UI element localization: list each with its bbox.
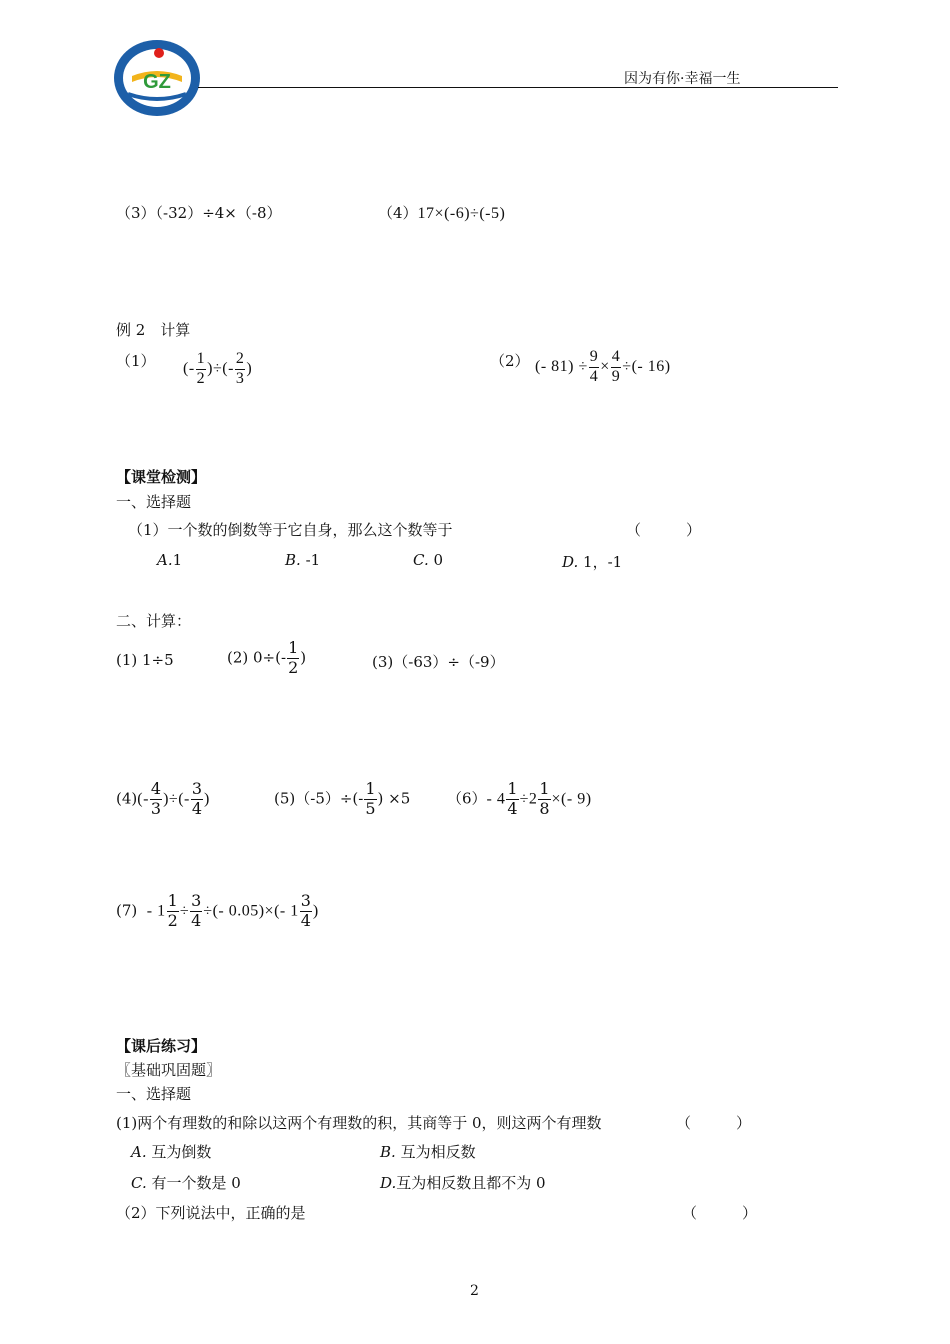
calc-7 [116, 893, 319, 930]
hw-option-c-text: 有一个数是 0 [146, 1174, 241, 1192]
calc-2 [227, 640, 306, 677]
p2-frac-2 [611, 349, 622, 386]
calc-4-label: (4) [116, 789, 138, 808]
homework-heading: 【课后练习】 [116, 1037, 207, 1055]
calc-5-frac [364, 781, 376, 818]
p2-pre: (- 81) ÷ [535, 357, 588, 375]
p2-frac-1-den: 4 [589, 367, 599, 385]
p1-mid: )÷(- [207, 359, 234, 377]
homework-q1-option-b [380, 1141, 476, 1162]
p1-close: ) [246, 359, 253, 377]
option-a-letter: A. [157, 551, 173, 569]
hw-option-b-letter: B. [380, 1143, 396, 1161]
calc-6-pre: - 4 [486, 790, 506, 808]
calc-6-label: （6） [447, 789, 487, 808]
option-c-letter: C. [413, 551, 429, 569]
option-d-text: 1，-1 [578, 553, 623, 571]
example-2-p2-expr [535, 349, 671, 386]
homework-q1-answer-paren: （ ） [676, 1114, 752, 1132]
calc-6-frac-2-den: 8 [539, 798, 550, 818]
practice-item-4-expr: 17×(-6)÷(-5) [417, 205, 506, 222]
example-2-p2-label: （2） [490, 352, 530, 370]
calc-7-frac-3-num: 3 [300, 891, 311, 910]
calc-7-mid2: ÷(- 0.05)×(- 1 [203, 902, 299, 920]
homework-section-1: 一、选择题 [116, 1085, 192, 1103]
calc-6-frac-2 [538, 781, 550, 818]
calc-4-frac-1-den: 3 [150, 798, 162, 818]
option-a-text: 1 [172, 551, 183, 569]
example-2-p1-expr [183, 351, 252, 388]
classroom-option-c [413, 551, 443, 569]
homework-q1: (1)两个有理数的和除以这两个有理数的积，其商等于 0，则这两个有理数 [116, 1114, 602, 1132]
homework-subheading: 〖基础巩固题〗 [116, 1061, 222, 1079]
calc-7-frac-3-den: 4 [300, 910, 311, 930]
homework-q2-answer-paren: （ ） [682, 1204, 758, 1222]
calc-5 [274, 781, 410, 818]
homework-q2: （2）下列说法中，正确的是 [116, 1204, 306, 1222]
calc-6-mid: ÷2 [519, 790, 538, 808]
calc-7-label: (7) [116, 901, 138, 920]
calc-7-frac-1-den: 2 [167, 910, 178, 930]
calc-2-label: (2) 0÷(- [227, 648, 287, 667]
school-seal-logo-icon [112, 38, 202, 118]
header-rule [198, 87, 838, 88]
calc-5-close: ) ×5 [377, 789, 411, 808]
calc-7-frac-1-num: 1 [167, 891, 178, 910]
hw-option-b-text: 互为相反数 [395, 1143, 476, 1161]
example-2-title: 例 2 计算 [116, 321, 191, 339]
classroom-heading: 【课堂检测】 [116, 468, 207, 486]
calc-6-frac-1 [506, 781, 518, 818]
calc-7-frac-1 [167, 893, 179, 930]
classroom-section-2: 二、计算： [116, 612, 192, 630]
calc-5-frac-den: 5 [365, 798, 376, 818]
hw-option-a-letter: A. [131, 1143, 147, 1161]
calc-5-frac-num: 1 [365, 779, 376, 798]
p1-frac-2-den: 3 [235, 369, 245, 387]
calc-7-close: ) [312, 902, 319, 920]
calc-4-close: ) [204, 790, 210, 808]
classroom-option-a [157, 551, 182, 569]
calc-4 [116, 781, 210, 818]
calc-7-mid: ÷ [179, 902, 190, 920]
hw-option-d-letter: D. [380, 1174, 397, 1192]
p1-frac-2 [235, 351, 246, 388]
p1-open: (- [183, 359, 195, 377]
classroom-option-d [562, 551, 622, 572]
classroom-section-1: 一、选择题 [116, 493, 192, 511]
calc-3: (3)（-63）÷（-9） [372, 653, 505, 671]
p1-frac-1 [196, 351, 207, 388]
calc-4-frac-2-num: 3 [191, 779, 203, 798]
p2-op: × [600, 357, 610, 375]
calc-6-frac-1-den: 4 [507, 798, 518, 818]
calc-4-mid: )÷(- [163, 790, 190, 808]
option-b-letter: B. [285, 551, 301, 569]
calc-1: (1) 1÷5 [116, 651, 174, 669]
homework-q1-option-d [380, 1172, 546, 1193]
option-d-letter: D. [562, 553, 579, 571]
calc-2-frac-den: 2 [288, 657, 299, 677]
homework-q1-option-c [131, 1172, 241, 1193]
option-b-text: -1 [300, 551, 321, 569]
practice-item-4-label: （4） [378, 204, 418, 222]
p2-frac-1 [589, 349, 600, 386]
calc-6-frac-1-num: 1 [507, 779, 518, 798]
calc-7-frac-3 [300, 893, 312, 930]
calc-6-post: ×(- 9) [551, 790, 592, 808]
option-c-text: 0 [428, 551, 444, 569]
calc-2-close: ) [300, 648, 307, 667]
calc-4-open: (- [137, 790, 149, 808]
calc-6-frac-2-num: 1 [539, 779, 550, 798]
calc-5-label: (5)（-5）÷(- [274, 789, 364, 808]
calc-7-frac-2 [190, 893, 202, 930]
p2-post: ÷(- 16) [622, 357, 671, 375]
p1-frac-1-den: 2 [196, 369, 206, 387]
page-number: 2 [470, 1283, 479, 1299]
logo-letters: GZ [143, 71, 171, 93]
calc-7-frac-2-num: 3 [191, 891, 202, 910]
header-slogan: 因为有你·幸福一生 [624, 71, 741, 87]
homework-q1-option-a [131, 1141, 211, 1162]
calc-4-frac-1 [150, 781, 162, 818]
classroom-q1-answer-paren: （ ） [626, 521, 702, 539]
example-2-p1-label: （1） [116, 352, 156, 370]
practice-item-3: （3）（-32）÷4×（-8） [116, 204, 282, 222]
calc-7-pre: - 1 [146, 902, 166, 920]
hw-option-a-text: 互为倒数 [146, 1143, 212, 1161]
p1-frac-1-num: 1 [196, 350, 206, 367]
calc-2-frac-num: 1 [288, 638, 299, 657]
calc-4-frac-2-den: 4 [191, 798, 203, 818]
calc-7-frac-2-den: 4 [191, 910, 202, 930]
calc-6 [447, 781, 592, 818]
calc-4-frac-1-num: 4 [150, 779, 162, 798]
p1-frac-2-num: 2 [235, 350, 245, 367]
hw-option-d-text: 互为相反数且都不为 0 [396, 1174, 546, 1192]
p2-frac-1-num: 9 [589, 348, 599, 365]
calc-2-frac [287, 640, 299, 677]
classroom-q1: （1）一个数的倒数等于它自身，那么这个数等于 [128, 521, 453, 539]
calc-4-frac-2 [191, 781, 203, 818]
classroom-option-b [285, 551, 320, 569]
p2-frac-2-den: 9 [611, 367, 621, 385]
p2-frac-2-num: 4 [611, 348, 621, 365]
practice-item-4 [378, 202, 505, 223]
hw-option-c-letter: C. [131, 1174, 147, 1192]
